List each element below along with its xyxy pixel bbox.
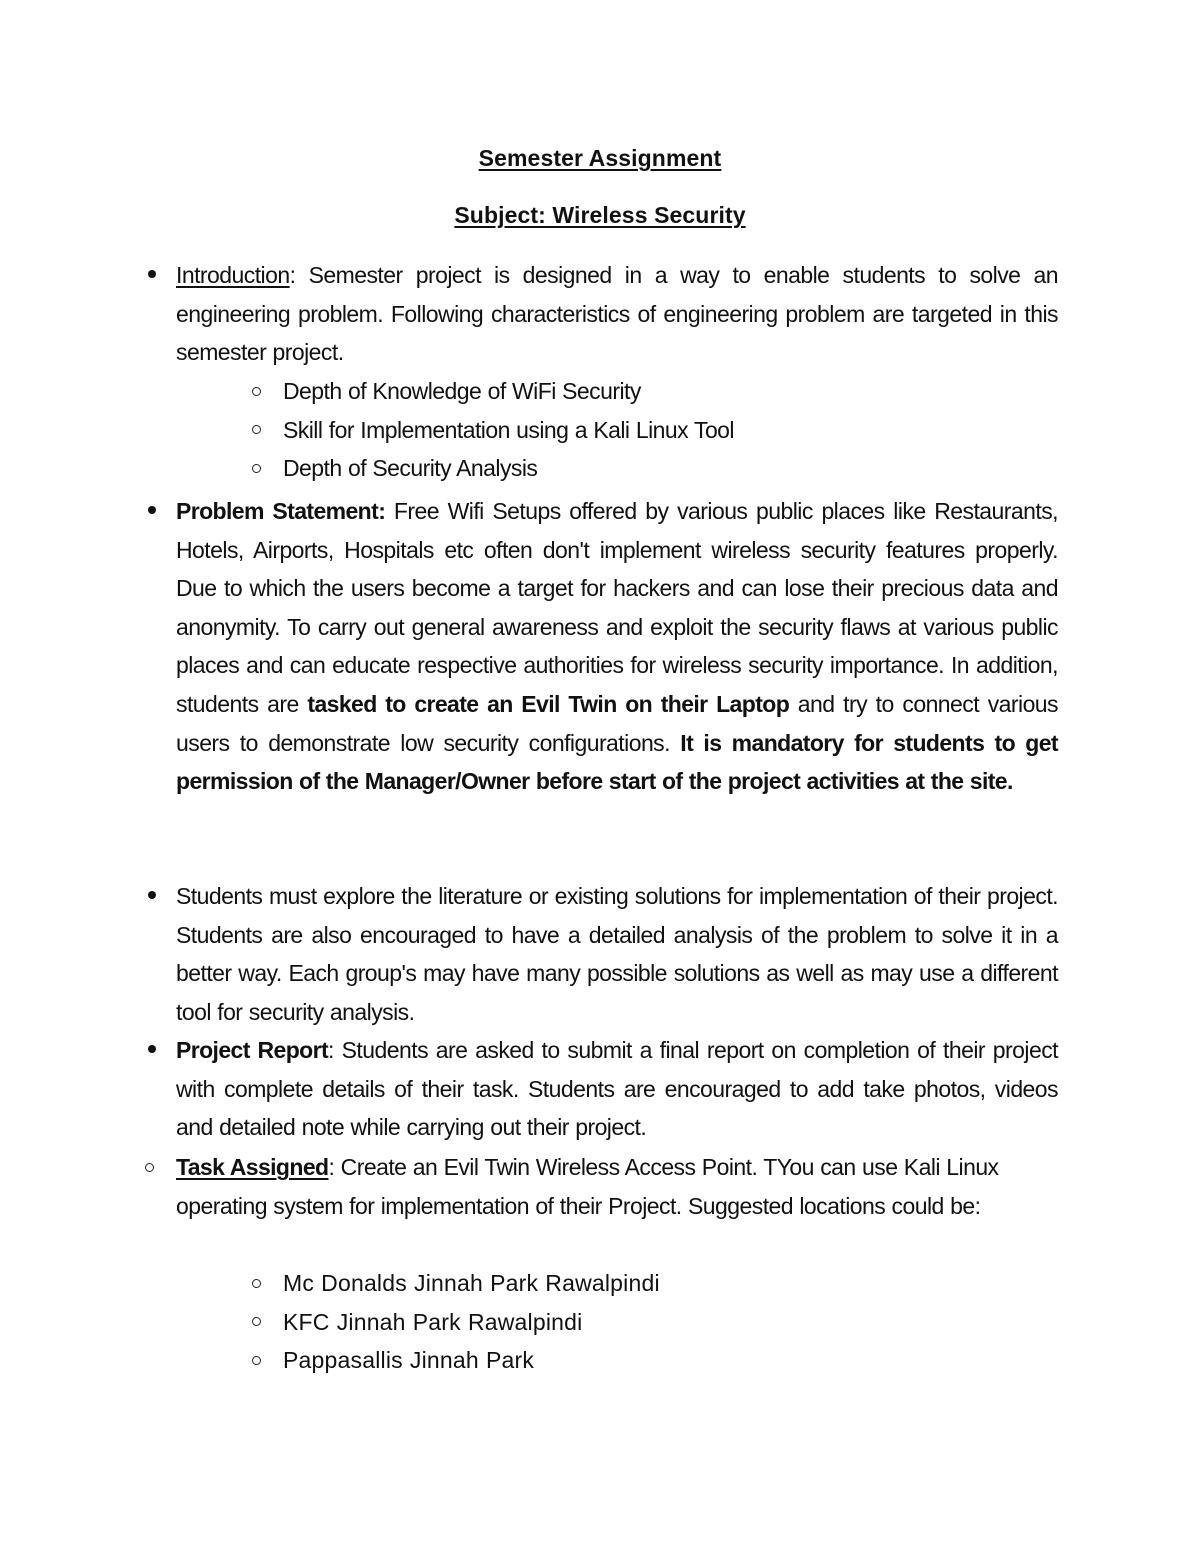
bullet-dot-icon	[142, 1031, 162, 1070]
characteristics-list	[283, 372, 1063, 488]
task-assigned-paragraph: Task Assigned: Create an Evil Twin Wireless Access Point. TYou can use Kali Linux operating system for implementation of their Project. Suggested locations could be:	[176, 1154, 999, 1219]
list-item: KFC Jinnah Park Rawalpindi	[283, 1303, 1063, 1342]
mandatory-permission-note: It is mandatory for students to get permission of the Manager/Owner before start of the project activities at the site.	[176, 729, 1058, 795]
document-title: Semester Assignment	[478, 145, 722, 171]
bullet-dot-icon	[142, 877, 162, 916]
list-item: Depth of Security Analysis	[283, 449, 1063, 488]
task-assigned-section	[176, 1148, 1036, 1225]
list-item: Pappasallis Jinnah Park	[283, 1341, 1063, 1380]
document-subtitle: Subject: Wireless Security	[454, 202, 746, 228]
problem-statement-label: Problem Statement:	[176, 498, 386, 524]
introduction-label: Introduction	[176, 262, 290, 288]
project-report-section	[176, 1031, 1058, 1147]
introduction-text: Semester project is designed in a way to enable students to solve an engineering problem. Following characteristics of engineering problem are targeted in this semester project.	[176, 262, 1058, 366]
introduction-paragraph: Introduction: Semester project is designed in a way to enable students to solve an engineering problem. Following characteristics of engineering problem are targeted in this semester project.	[176, 262, 1058, 366]
introduction-section	[176, 256, 1058, 372]
bullet-circle-icon	[246, 1264, 266, 1303]
task-assigned-label: Task Assigned	[176, 1154, 329, 1180]
bullet-dot-icon	[142, 256, 162, 295]
literature-paragraph: Students must explore the literature or existing solutions for implementation of their project. Students are also encouraged to have a detailed analysis of the problem to solve it in a better way. Each group's may have many possible solutions as well as may use a different tool for security analysis.	[176, 883, 1058, 1025]
locations-list	[283, 1264, 1063, 1380]
bullet-dot-icon	[142, 492, 162, 531]
bullet-circle-icon	[246, 449, 266, 488]
bullet-circle-icon	[246, 372, 266, 411]
problem-statement-section	[176, 492, 1058, 801]
list-item: Skill for Implementation using a Kali Linux Tool	[283, 411, 1063, 450]
list-item: Mc Donalds Jinnah Park Rawalpindi	[283, 1264, 1063, 1303]
literature-section	[176, 877, 1058, 1031]
project-report-label: Project Report	[176, 1037, 329, 1063]
bullet-circle-icon	[139, 1148, 159, 1187]
list-item: Depth of Knowledge of WiFi Security	[283, 372, 1063, 411]
bullet-circle-icon	[246, 411, 266, 450]
project-report-paragraph: Project Report: Students are asked to submit a final report on completion of their project with complete details of their task. Students are encouraged to add take photos, videos and detailed note while carrying out their project.	[176, 1037, 1058, 1141]
problem-statement-paragraph: Problem Statement: Free Wifi Setups offered by various public places like Restaurants, Hotels, Airports, Hospitals etc often don't implement wireless security features properly. Due to which the users become a target for hackers and can lose their precious data and anonymity. To carry out general awareness and exploit the security flaws at various public places and can educate respective authorities for wireless security importance. In addition, students are tasked to create an Evil Twin on their Laptop and try to connect various users to demonstrate low security configurations. It is mandatory for students to get permission of the Manager/Owner before start of the project activities at the site.	[176, 498, 1059, 795]
bullet-circle-icon	[246, 1303, 266, 1342]
bullet-circle-icon	[246, 1341, 266, 1380]
